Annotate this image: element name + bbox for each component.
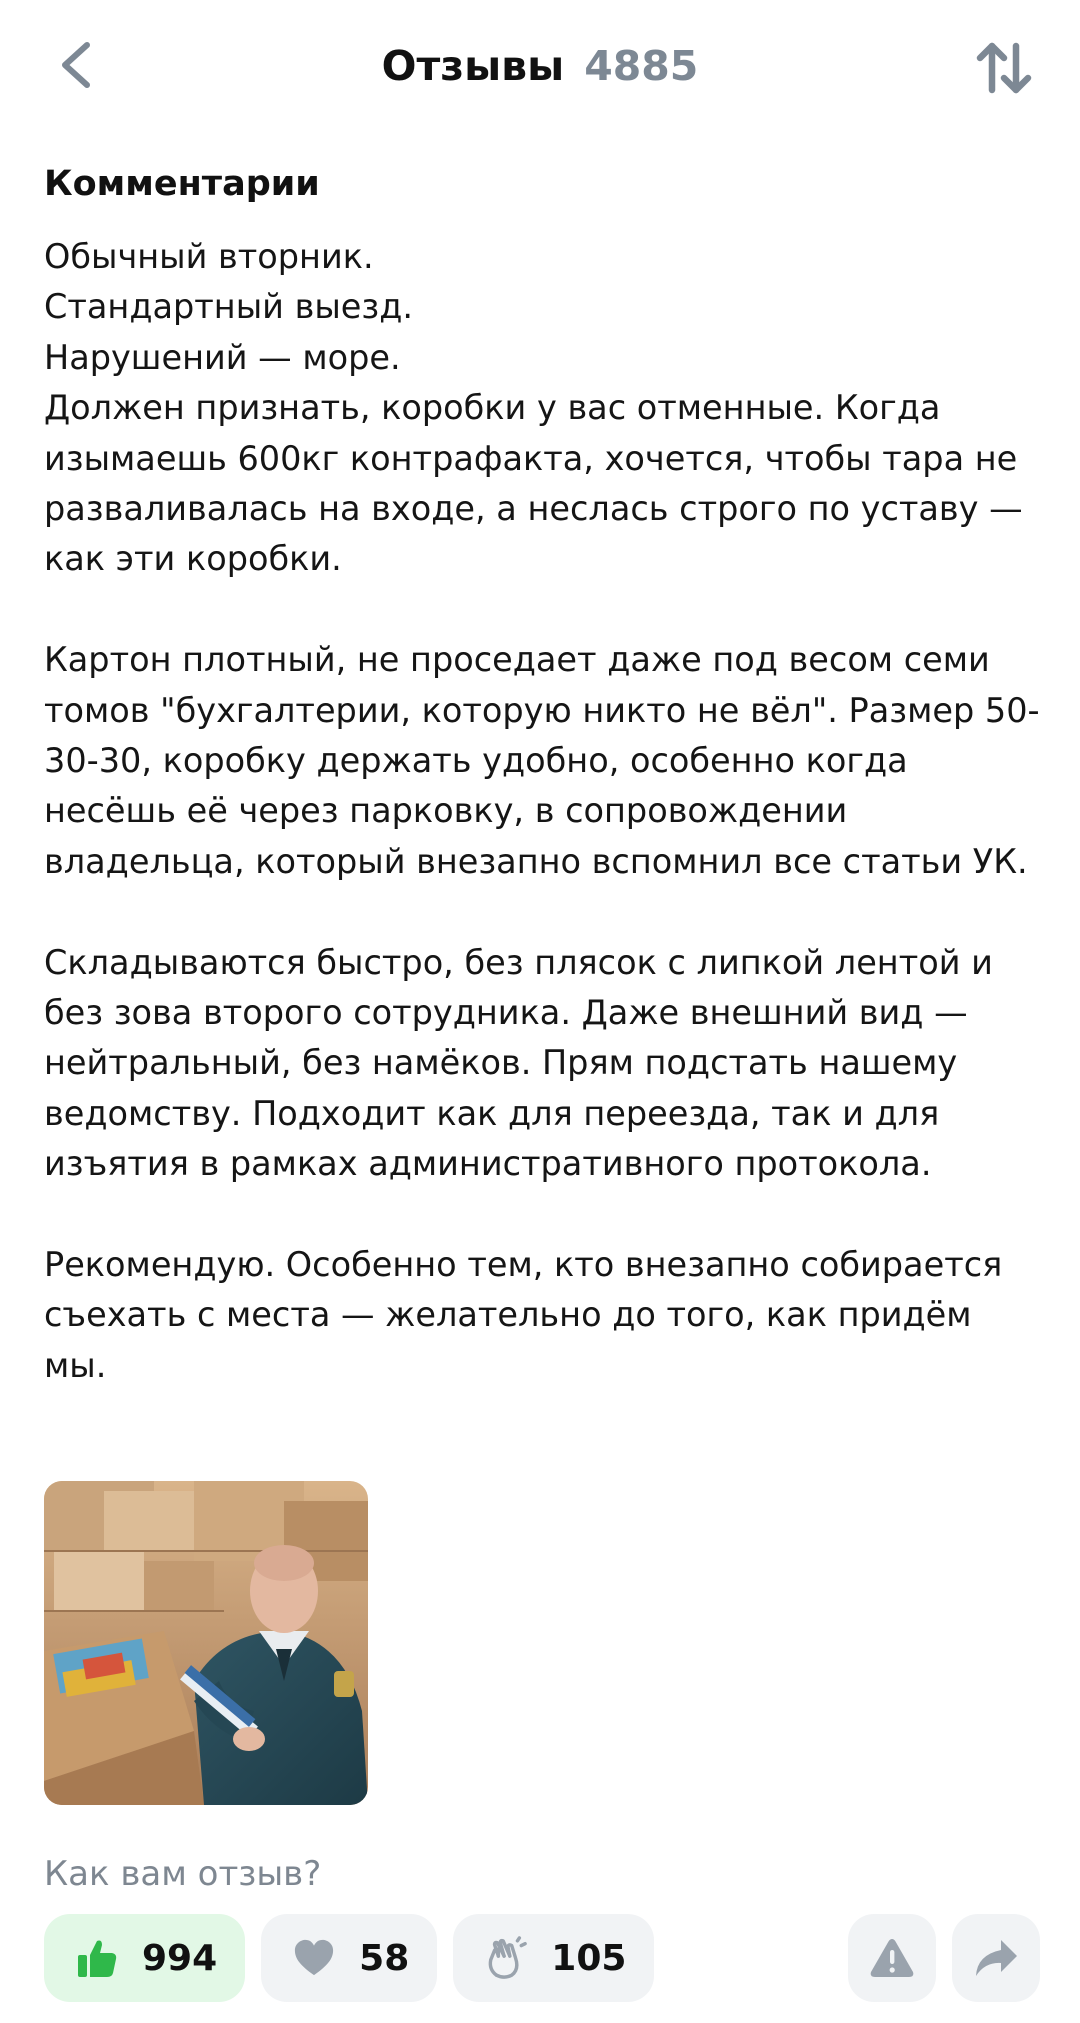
thumbs-up-icon (76, 1937, 118, 1979)
report-button[interactable] (848, 1914, 936, 2002)
heart-icon (293, 1937, 335, 1979)
review-text (44, 232, 1044, 1391)
reactions-bar (44, 1914, 654, 2002)
share-arrow-icon (973, 1938, 1019, 1978)
page-title-group (0, 38, 1080, 94)
like-count: 994 (142, 1937, 218, 1979)
like-reaction-button[interactable] (44, 1914, 245, 2002)
review-photo[interactable] (44, 1481, 368, 1805)
top-bar (0, 0, 1080, 132)
share-button[interactable] (952, 1914, 1040, 2002)
heart-count: 58 (359, 1937, 410, 1979)
reviews-count: 4885 (584, 42, 699, 90)
review-paragraph: Складываются быстро, без плясок с липкой лентой и без зова второго сотрудника. Даже внешний вид — нейтральный, без намёков. Прям подстать нашему ведомству. Подходит как для переезда, так и для изъятия в рамках административного протокола. (44, 942, 993, 1184)
feedback-question: Как вам отзыв? (44, 1854, 322, 1894)
page-title: Отзывы (381, 42, 565, 90)
review-paragraph: Рекомендую. Особенно тем, кто внезапно собирается съехать с места — желательно до того, как придём мы. (44, 1245, 1003, 1385)
clap-count: 105 (551, 1937, 627, 1979)
sort-arrows-icon (974, 40, 1034, 96)
review-paragraph: Обычный вторник. Стандартный выезд. Нарушений — море. Должен признать, коробки у вас отменные. Когда изымаешь 600кг контрафакта, хочется, чтобы тара не разваливалась на входе, а неслась строго по уставу — как эти коробки. (44, 237, 1023, 579)
section-title: Комментарии (44, 164, 320, 204)
heart-reaction-button[interactable] (261, 1914, 437, 2002)
review-paragraph: Картон плотный, не проседает даже под весом семи томов "бухгалтерии, которую никто не вёл". Размер 50-30-30, коробку держать удобно, особенно когда несёшь её через парковку, в сопровождении владельца, который внезапно вспомнил все статьи УК. (44, 640, 1040, 881)
clap-icon (485, 1937, 527, 1979)
warning-icon (869, 1937, 915, 1979)
sort-button[interactable] (966, 30, 1042, 106)
clap-reaction-button[interactable] (453, 1914, 654, 2002)
